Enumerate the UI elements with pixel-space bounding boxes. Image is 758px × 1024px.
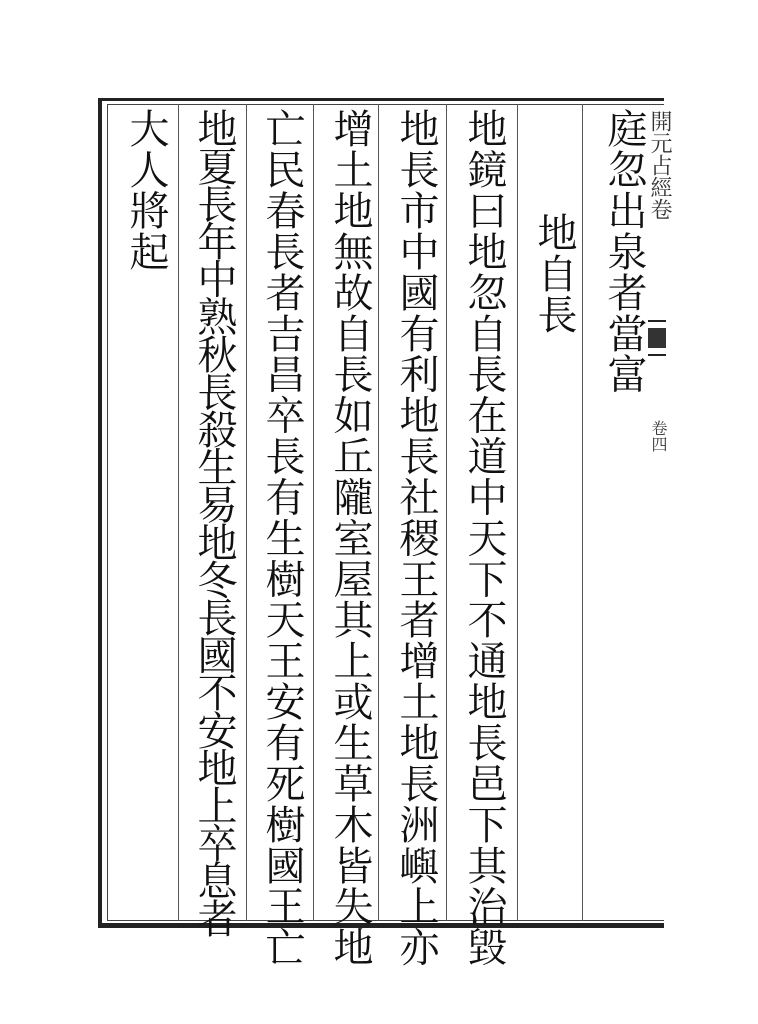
text-column-5: 增土地無故自長如丘隴室屋其上或生草木皆失地 xyxy=(327,108,373,968)
text-column-6: 亡民春長者吉昌卒長有生樹天王安有死樹國王亡 xyxy=(259,108,305,968)
margin-volume: 卷四 xyxy=(649,420,668,452)
text-column-8: 大人將起 xyxy=(123,108,169,272)
text-column-2: 地自長 xyxy=(531,212,577,335)
margin-book-title: 開元占經卷 xyxy=(647,110,672,220)
text-column-3: 地鏡曰地忽自長在道中天下不通地長邑下其治毀 xyxy=(461,108,507,968)
text-column-4: 地長市中國有利地長社稷王者增土地長洲嶼上亦 xyxy=(393,108,439,968)
text-column-1: 庭忽出泉者當富 xyxy=(601,108,647,395)
text-column-7: 地夏長年中熟秋長殺生易地冬長國不安地上卒息者 xyxy=(191,108,237,936)
